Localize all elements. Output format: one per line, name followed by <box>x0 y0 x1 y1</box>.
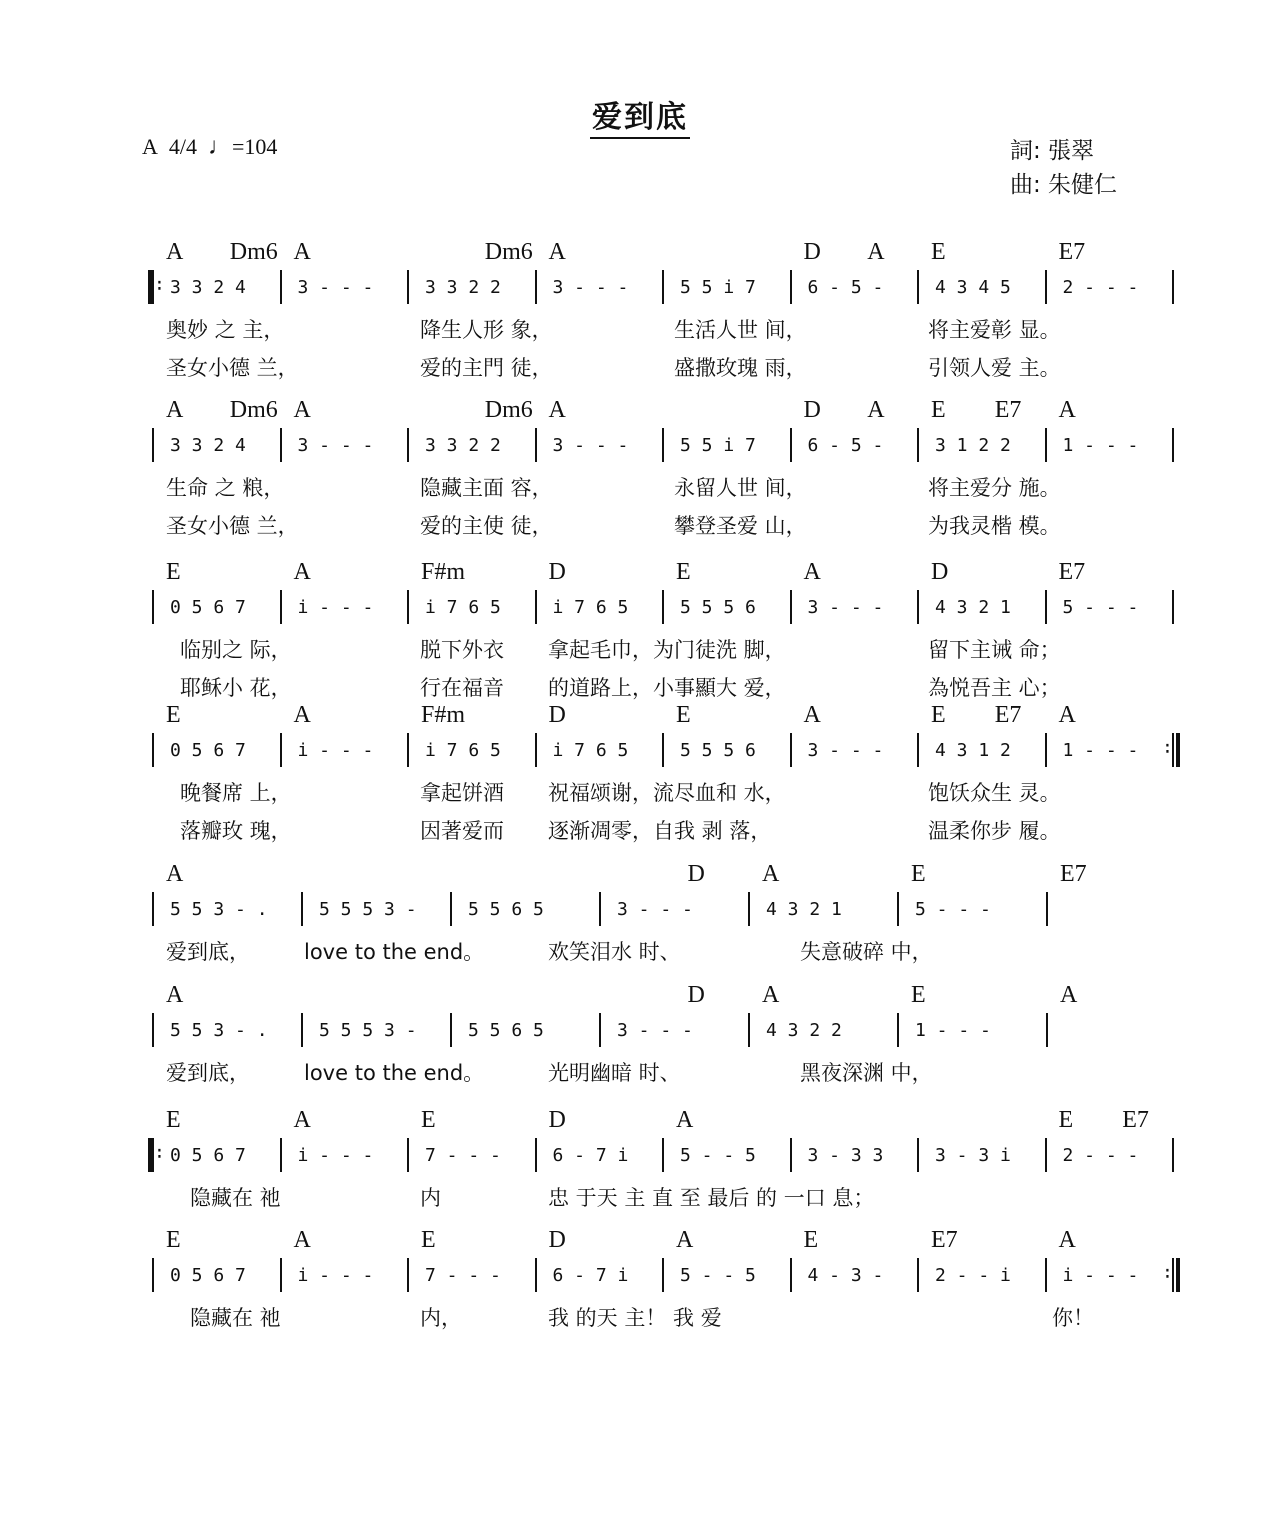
bar-line <box>917 1258 919 1292</box>
lyric-text: 黑夜深渊 中， <box>800 1061 933 1085</box>
bar-line <box>1045 590 1047 624</box>
bar-notes: 0 5 6 7 <box>170 597 246 618</box>
bar-notes: 5 5 5 6 <box>680 740 756 761</box>
key-signature: A <box>142 134 158 159</box>
bar-line <box>790 1138 792 1172</box>
bar-notes: 2 - - - <box>1062 277 1139 298</box>
bar-line <box>662 1258 664 1292</box>
tempo-value: =104 <box>232 134 278 159</box>
bar-notes: 7 - - - <box>425 1145 501 1166</box>
bar-notes: i 7 6 5 <box>425 740 501 761</box>
lyric-text: 生命 之 粮， <box>166 476 285 500</box>
bar-line <box>1045 428 1047 462</box>
bar-line <box>535 733 537 767</box>
bar-notes: i - - - <box>297 740 374 761</box>
lyric-text: 将主爱彰 显。 <box>928 318 1061 342</box>
bar-notes: 4 3 2 1 <box>935 597 1011 618</box>
chord-symbol: D <box>548 559 566 585</box>
bar-line <box>1172 590 1174 624</box>
bar-line <box>1172 270 1174 304</box>
lyric-text: 脱下外衣 <box>420 638 504 662</box>
chord-symbol: E <box>421 1227 436 1253</box>
bar-line <box>535 1258 537 1292</box>
lyric-text: 光明幽暗 时、 <box>548 1061 681 1085</box>
chord-symbol: D <box>803 239 821 265</box>
lyric-text: 的道路上，小事顯大 爱， <box>548 676 786 700</box>
composer-credit: 曲: 朱健仁 <box>1010 172 1118 198</box>
chord-symbol: A <box>1058 397 1076 423</box>
chord-symbol: A <box>293 239 311 265</box>
chord-symbol: A <box>762 982 780 1008</box>
chord-symbol: A <box>293 1107 311 1133</box>
chord-symbol: D <box>548 702 566 728</box>
bar-notes: 6 - 5 - <box>807 435 884 456</box>
chord-symbol: E7 <box>994 702 1022 728</box>
bar-line <box>1045 270 1047 304</box>
lyric-text: 内， <box>420 1306 462 1330</box>
chord-symbol: D <box>803 397 821 423</box>
bar-line <box>917 733 919 767</box>
bar-line <box>280 733 282 767</box>
bar-notes: i - - - <box>297 1145 374 1166</box>
lyricist-credit: 詞: 張翠 <box>1010 138 1095 164</box>
chord-symbol: A <box>166 982 184 1008</box>
lyric-text: 你！ <box>1052 1306 1094 1330</box>
chord-symbol: A <box>293 397 311 423</box>
chord-symbol: E <box>676 559 691 585</box>
lyric-text: 落瓣玫 瑰， <box>180 819 292 843</box>
bar-line <box>790 1258 792 1292</box>
bar-notes: 6 - 5 - <box>807 277 884 298</box>
lyric-text: 留下主诫 命； <box>928 638 1061 662</box>
bar-notes: 4 3 4 5 <box>935 277 1011 298</box>
chord-symbol: D <box>687 982 705 1008</box>
lyric-text: 耶稣小 花， <box>180 676 292 700</box>
bar-notes: 3 3 2 2 <box>425 277 501 298</box>
bar-notes: i 7 6 5 <box>552 740 629 761</box>
bar-line <box>748 1013 750 1047</box>
bar-notes: 3 - - - <box>552 435 629 456</box>
bar-line <box>599 892 601 926</box>
bar-notes: 5 5 i 7 <box>680 277 756 298</box>
chord-symbol: A <box>803 559 821 585</box>
bar-line <box>152 590 154 624</box>
bar-line <box>917 270 919 304</box>
chord-symbol: E <box>931 397 946 423</box>
lyric-text: 引领人爱 主。 <box>928 356 1061 380</box>
chord-symbol: E <box>676 702 691 728</box>
bar-line <box>152 428 154 462</box>
bar-notes: 3 - - - <box>617 1020 693 1041</box>
chord-symbol: A <box>676 1227 694 1253</box>
lyric-text: 隐藏在 祂 <box>190 1306 281 1330</box>
bar-notes: 0 5 6 7 <box>170 1265 246 1286</box>
bar-notes: 3 - - - <box>807 740 884 761</box>
bar-notes: 3 3 2 4 <box>170 435 246 456</box>
bar-notes: 3 - 3 3 <box>807 1145 884 1166</box>
chord-symbol: D <box>931 559 949 585</box>
bar-line <box>662 590 664 624</box>
bar-line <box>450 1013 452 1047</box>
bar-notes: 5 5 6 5 <box>468 899 544 920</box>
bar-notes: 5 5 3 - . <box>170 899 268 920</box>
bar-notes: 5 5 5 3 - <box>319 899 417 920</box>
bar-line <box>152 1013 154 1047</box>
bar-notes: 3 - - - <box>807 597 884 618</box>
lyric-text: 永留人世 间， <box>674 476 807 500</box>
chord-symbol: A <box>676 1107 694 1133</box>
bar-notes: 5 5 5 3 - <box>319 1020 417 1041</box>
bar-line <box>535 590 537 624</box>
chord-symbol: Dm6 <box>229 239 278 265</box>
bar-line <box>280 590 282 624</box>
bar-line <box>897 1013 899 1047</box>
lyric-text: 失意破碎 中， <box>800 940 933 964</box>
lyric-text: 内 <box>420 1186 441 1210</box>
bar-line <box>790 590 792 624</box>
lyric-text: 爱的主使 徒， <box>420 514 553 538</box>
lyric-text: 为我灵楷 模。 <box>928 514 1061 538</box>
lyric-text: 爱的主門 徒， <box>420 356 553 380</box>
bar-notes: 3 1 2 2 <box>935 435 1011 456</box>
bar-line <box>599 1013 601 1047</box>
bar-notes: 4 3 2 1 <box>766 899 842 920</box>
lyric-text: 拿起毛巾，为门徒洗 脚， <box>548 638 786 662</box>
chord-symbol: D <box>548 1227 566 1253</box>
bar-notes: 4 3 2 2 <box>766 1020 842 1041</box>
chord-symbol: A <box>293 702 311 728</box>
bar-line <box>152 892 154 926</box>
chord-symbol: A <box>867 397 885 423</box>
chord-symbol: E7 <box>1058 559 1086 585</box>
lyric-text: 圣女小德 兰， <box>166 356 299 380</box>
chord-symbol: E <box>166 1107 181 1133</box>
chord-symbol: E <box>421 1107 436 1133</box>
bar-notes: 4 - 3 - <box>807 1265 884 1286</box>
bar-line <box>152 1258 154 1292</box>
chord-symbol: Dm6 <box>229 397 278 423</box>
chord-symbol: A <box>548 239 566 265</box>
bar-notes: 5 - - 5 <box>680 1145 756 1166</box>
repeat-end-thick-line <box>1176 1258 1180 1292</box>
bar-notes: 5 5 3 - . <box>170 1020 268 1041</box>
bar-notes: 1 - - - <box>915 1020 991 1041</box>
chord-symbol: E <box>931 239 946 265</box>
bar-notes: 4 3 1 2 <box>935 740 1011 761</box>
chord-symbol: A <box>867 239 885 265</box>
chord-symbol: Dm6 <box>484 397 533 423</box>
bar-notes: 7 - - - <box>425 1265 501 1286</box>
bar-notes: 3 - - - <box>297 435 374 456</box>
bar-line <box>917 428 919 462</box>
repeat-dots: ∶ <box>154 275 165 296</box>
chord-symbol: A <box>1060 982 1078 1008</box>
bar-notes: 3 - 3 i <box>935 1145 1011 1166</box>
lyric-text: 奥妙 之 主， <box>166 318 285 342</box>
bar-notes: i - - - <box>297 597 374 618</box>
bar-notes: i - - - <box>297 1265 374 1286</box>
bar-notes: 2 - - - <box>1062 1145 1139 1166</box>
lyric-text: 爱到底， <box>166 1061 250 1085</box>
bar-notes: i 7 6 5 <box>552 597 629 618</box>
chord-symbol: A <box>803 702 821 728</box>
lyric-text: 攀登圣爱 山， <box>674 514 807 538</box>
bar-line <box>790 428 792 462</box>
bar-line <box>662 1138 664 1172</box>
bar-line <box>662 733 664 767</box>
repeat-dots: ∶ <box>1162 1263 1173 1284</box>
bar-line <box>1172 1138 1174 1172</box>
lyric-text: 祝福颂谢，流尽血和 水， <box>548 781 786 805</box>
chord-symbol: E <box>1058 1107 1074 1133</box>
repeat-end-thick-line <box>1176 733 1180 767</box>
lyric-text: 将主爱分 施。 <box>928 476 1061 500</box>
lyric-text: 生活人世 间， <box>674 318 807 342</box>
bar-line <box>280 1138 282 1172</box>
quarter-note-icon: ♩ <box>208 134 233 160</box>
bar-line <box>662 428 664 462</box>
repeat-dots: ∶ <box>154 1143 165 1164</box>
chord-symbol: A <box>762 861 780 887</box>
bar-line <box>790 733 792 767</box>
bar-notes: 5 5 6 5 <box>468 1020 544 1041</box>
lyric-text: 饱饫众生 灵。 <box>928 781 1061 805</box>
bar-notes: 3 - - - <box>552 277 629 298</box>
bar-notes: 6 - 7 i <box>552 1145 629 1166</box>
bar-line <box>662 270 664 304</box>
bar-notes: 0 5 6 7 <box>170 740 246 761</box>
bar-notes: 3 3 2 4 <box>170 277 246 298</box>
lyric-text: 行在福音 <box>420 676 504 700</box>
lyric-text: 晚餐席 上， <box>180 781 292 805</box>
bar-line <box>407 1138 409 1172</box>
bar-line <box>1046 892 1048 926</box>
bar-line <box>407 733 409 767</box>
bar-line <box>535 1138 537 1172</box>
chord-symbol: F#m <box>421 559 466 585</box>
lyric-text: love to the end。 <box>304 940 485 964</box>
chord-symbol: A <box>1058 1227 1076 1253</box>
chord-symbol: E7 <box>994 397 1022 423</box>
chord-symbol: A <box>293 559 311 585</box>
lyric-text: 隐藏主面 容， <box>420 476 553 500</box>
chord-symbol: Dm6 <box>484 239 533 265</box>
bar-notes: 0 5 6 7 <box>170 1145 246 1166</box>
repeat-start-thick-line <box>148 1138 152 1172</box>
song-title-text: 爱到底 <box>590 100 690 139</box>
bar-notes: i - - - <box>1062 1265 1139 1286</box>
lyric-text: 我 的天 主！ 我 爱 <box>548 1306 722 1330</box>
lyric-text: 逐渐凋零，自我 剥 落， <box>548 819 772 843</box>
chord-symbol: E <box>911 982 926 1008</box>
bar-notes: i 7 6 5 <box>425 597 501 618</box>
repeat-dots: ∶ <box>1162 738 1173 759</box>
bar-line <box>1045 1258 1047 1292</box>
lyric-text: 為悦吾主 心； <box>928 676 1061 700</box>
lyric-text: 隐藏在 祂 <box>190 1186 281 1210</box>
lyric-text: 因著爱而 <box>420 819 504 843</box>
lyric-text: 拿起饼酒 <box>420 781 504 805</box>
time-signature: 4/4 <box>168 134 198 159</box>
bar-line <box>917 590 919 624</box>
bar-notes: 1 - - - <box>1062 435 1139 456</box>
bar-line <box>450 892 452 926</box>
chord-symbol: D <box>687 861 705 887</box>
bar-line <box>790 270 792 304</box>
bar-line <box>917 1138 919 1172</box>
lyric-text: 圣女小德 兰， <box>166 514 299 538</box>
bar-line <box>407 1258 409 1292</box>
lyric-text: 盛撒玫瑰 雨， <box>674 356 807 380</box>
lyric-text: 温柔你步 履。 <box>928 819 1061 843</box>
chord-symbol: E <box>911 861 926 887</box>
chord-symbol: D <box>548 1107 566 1133</box>
bar-line <box>280 270 282 304</box>
bar-line <box>1172 428 1174 462</box>
lyric-text: love to the end。 <box>304 1061 485 1085</box>
lyric-text: 欢笑泪水 时、 <box>548 940 681 964</box>
chord-symbol: E <box>166 1227 181 1253</box>
bar-line <box>535 270 537 304</box>
bar-notes: 1 - - - <box>1062 740 1139 761</box>
bar-notes: 3 3 2 2 <box>425 435 501 456</box>
lyric-text: 降生人形 象， <box>420 318 553 342</box>
chord-symbol: E <box>931 702 946 728</box>
chord-symbol: E7 <box>931 1227 958 1253</box>
chord-symbol: A <box>548 397 566 423</box>
bar-notes: 3 - - - <box>617 899 693 920</box>
chord-symbol: E <box>166 559 181 585</box>
bar-line <box>301 892 303 926</box>
bar-notes: 5 - - 5 <box>680 1265 756 1286</box>
chord-symbol: A <box>166 861 184 887</box>
lyric-text: 爱到底， <box>166 940 250 964</box>
repeat-start-thick-line <box>148 270 152 304</box>
bar-notes: 5 - - - <box>1062 597 1139 618</box>
bar-line <box>407 590 409 624</box>
chord-symbol: A <box>1058 702 1076 728</box>
bar-notes: 5 5 i 7 <box>680 435 756 456</box>
bar-line <box>535 428 537 462</box>
chord-symbol: E <box>803 1227 819 1253</box>
bar-line <box>152 733 154 767</box>
chord-symbol: E <box>166 702 181 728</box>
chord-symbol: A <box>166 239 184 265</box>
bar-line <box>280 1258 282 1292</box>
bar-line <box>407 270 409 304</box>
bar-line <box>1046 1013 1048 1047</box>
lyric-text: 临别之 际， <box>180 638 292 662</box>
bar-notes: 3 - - - <box>297 277 374 298</box>
bar-line <box>1045 1138 1047 1172</box>
chord-symbol: E7 <box>1060 861 1087 887</box>
chord-symbol: E7 <box>1058 239 1086 265</box>
bar-notes: 5 - - - <box>915 899 991 920</box>
chord-symbol: A <box>166 397 184 423</box>
chord-symbol: E7 <box>1122 1107 1149 1133</box>
bar-notes: 2 - - i <box>935 1265 1011 1286</box>
lyric-text: 忠 于天 主 直 至 最后 的 一口 息； <box>548 1186 875 1210</box>
bar-line <box>897 892 899 926</box>
chord-symbol: F#m <box>421 702 466 728</box>
bar-line <box>748 892 750 926</box>
bar-notes: 5 5 5 6 <box>680 597 756 618</box>
bar-line <box>407 428 409 462</box>
bar-notes: 6 - 7 i <box>552 1265 629 1286</box>
bar-line <box>301 1013 303 1047</box>
bar-line <box>280 428 282 462</box>
chord-symbol: A <box>293 1227 311 1253</box>
bar-line <box>1045 733 1047 767</box>
